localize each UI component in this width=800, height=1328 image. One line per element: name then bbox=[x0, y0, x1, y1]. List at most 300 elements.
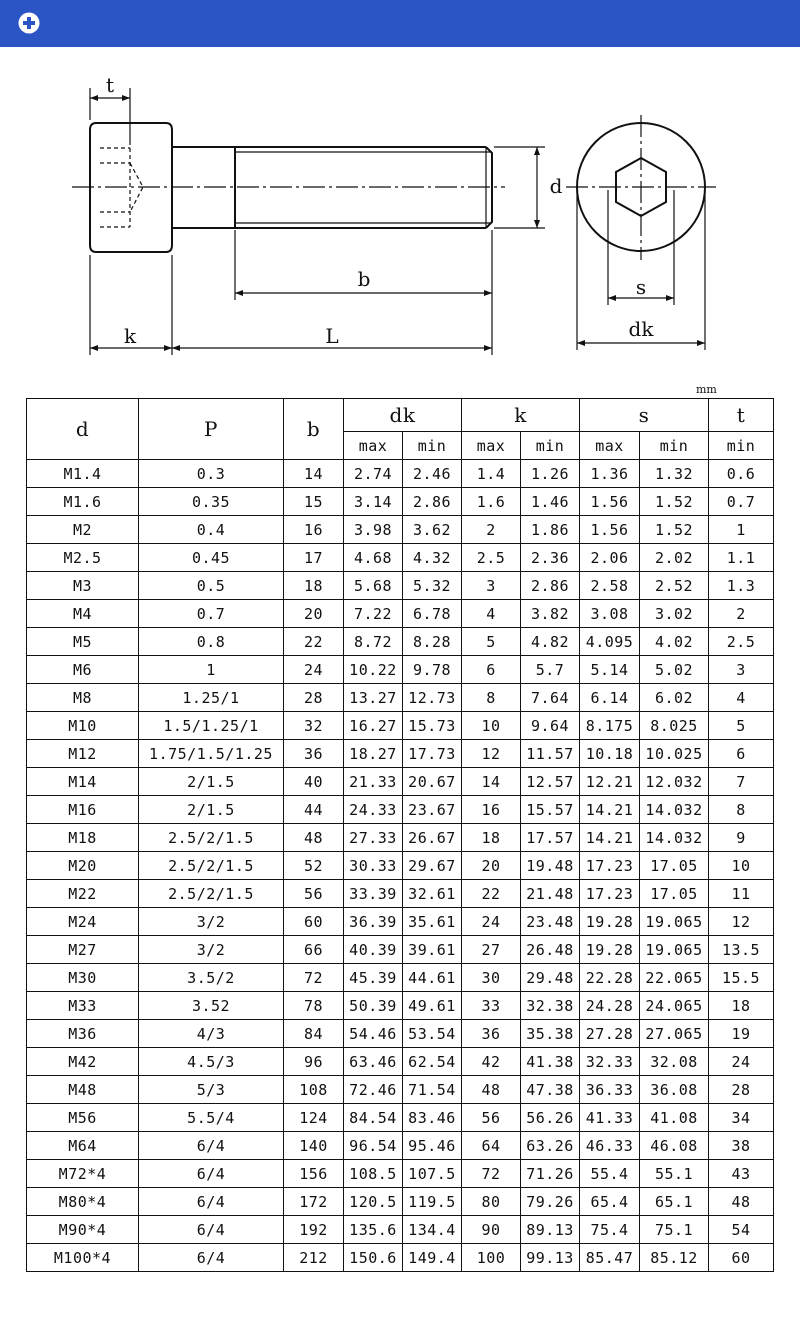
cell-dk-max: 45.39 bbox=[344, 964, 403, 992]
table-row bbox=[27, 796, 774, 824]
cell-k-max: 90 bbox=[462, 1216, 521, 1244]
plus-circle-icon[interactable] bbox=[18, 12, 40, 34]
cell-p: 6/4 bbox=[139, 1132, 284, 1160]
cell-k-min: 26.48 bbox=[521, 936, 580, 964]
label-dk: dk bbox=[628, 317, 654, 341]
label-k: k bbox=[123, 324, 137, 348]
cell-d: M18 bbox=[27, 824, 139, 852]
cell-d: M8 bbox=[27, 684, 139, 712]
cell-s-max: 5.14 bbox=[580, 656, 640, 684]
cell-b: 15 bbox=[284, 488, 344, 516]
cell-dk-max: 18.27 bbox=[344, 740, 403, 768]
table-row bbox=[27, 1076, 774, 1104]
header-k-max: max bbox=[462, 432, 521, 460]
header-dk-min: min bbox=[403, 432, 462, 460]
cell-s-max: 55.4 bbox=[580, 1160, 640, 1188]
cell-k-max: 1.4 bbox=[462, 460, 521, 488]
cell-d: M2 bbox=[27, 516, 139, 544]
cell-s-max: 75.4 bbox=[580, 1216, 640, 1244]
cell-t-min: 9 bbox=[709, 824, 774, 852]
header-dk-max: max bbox=[344, 432, 403, 460]
cell-d: M24 bbox=[27, 908, 139, 936]
cell-p: 2/1.5 bbox=[139, 796, 284, 824]
cell-p: 0.4 bbox=[139, 516, 284, 544]
cell-b: 84 bbox=[284, 1020, 344, 1048]
cell-k-min: 17.57 bbox=[521, 824, 580, 852]
cell-p: 6/4 bbox=[139, 1216, 284, 1244]
cell-b: 40 bbox=[284, 768, 344, 796]
cell-s-max: 32.33 bbox=[580, 1048, 640, 1076]
cell-k-max: 80 bbox=[462, 1188, 521, 1216]
cell-k-max: 16 bbox=[462, 796, 521, 824]
table-row bbox=[27, 1188, 774, 1216]
cell-d: M22 bbox=[27, 880, 139, 908]
cell-k-max: 1.6 bbox=[462, 488, 521, 516]
cell-s-max: 41.33 bbox=[580, 1104, 640, 1132]
cell-dk-min: 32.61 bbox=[403, 880, 462, 908]
cell-d: M56 bbox=[27, 1104, 139, 1132]
header-s: s bbox=[580, 399, 709, 432]
cell-d: M4 bbox=[27, 600, 139, 628]
cell-p: 3/2 bbox=[139, 936, 284, 964]
cell-p: 6/4 bbox=[139, 1160, 284, 1188]
cell-d: M16 bbox=[27, 796, 139, 824]
cell-p: 6/4 bbox=[139, 1244, 284, 1272]
cell-dk-max: 21.33 bbox=[344, 768, 403, 796]
label-t: t bbox=[105, 73, 115, 97]
header-k: k bbox=[462, 399, 580, 432]
cell-k-min: 89.13 bbox=[521, 1216, 580, 1244]
table-row bbox=[27, 600, 774, 628]
cell-dk-max: 10.22 bbox=[344, 656, 403, 684]
cell-dk-max: 13.27 bbox=[344, 684, 403, 712]
cell-s-max: 24.28 bbox=[580, 992, 640, 1020]
cell-d: M72*4 bbox=[27, 1160, 139, 1188]
cell-s-max: 46.33 bbox=[580, 1132, 640, 1160]
cell-t-min: 15.5 bbox=[709, 964, 774, 992]
cell-s-min: 1.52 bbox=[640, 516, 709, 544]
cell-s-min: 19.065 bbox=[640, 908, 709, 936]
cell-s-min: 32.08 bbox=[640, 1048, 709, 1076]
cell-t-min: 0.6 bbox=[709, 460, 774, 488]
cell-dk-min: 2.46 bbox=[403, 460, 462, 488]
table-row bbox=[27, 824, 774, 852]
cell-d: M42 bbox=[27, 1048, 139, 1076]
cell-d: M100*4 bbox=[27, 1244, 139, 1272]
cell-k-min: 21.48 bbox=[521, 880, 580, 908]
cell-t-min: 38 bbox=[709, 1132, 774, 1160]
cell-s-max: 65.4 bbox=[580, 1188, 640, 1216]
cell-p: 3.5/2 bbox=[139, 964, 284, 992]
cell-b: 156 bbox=[284, 1160, 344, 1188]
cell-dk-min: 134.4 bbox=[403, 1216, 462, 1244]
cell-t-min: 43 bbox=[709, 1160, 774, 1188]
cell-t-min: 12 bbox=[709, 908, 774, 936]
cell-dk-min: 12.73 bbox=[403, 684, 462, 712]
cell-d: M2.5 bbox=[27, 544, 139, 572]
cell-dk-max: 2.74 bbox=[344, 460, 403, 488]
cell-s-max: 19.28 bbox=[580, 936, 640, 964]
cell-d: M90*4 bbox=[27, 1216, 139, 1244]
cell-dk-min: 83.46 bbox=[403, 1104, 462, 1132]
unit-label: mm bbox=[696, 383, 717, 396]
cell-k-min: 5.7 bbox=[521, 656, 580, 684]
cell-s-max: 10.18 bbox=[580, 740, 640, 768]
cell-k-max: 100 bbox=[462, 1244, 521, 1272]
cell-dk-max: 3.14 bbox=[344, 488, 403, 516]
cell-s-max: 1.56 bbox=[580, 488, 640, 516]
cell-t-min: 28 bbox=[709, 1076, 774, 1104]
table-row bbox=[27, 460, 774, 488]
cell-t-min: 0.7 bbox=[709, 488, 774, 516]
cell-k-min: 3.82 bbox=[521, 600, 580, 628]
header-t: t bbox=[709, 399, 774, 432]
cell-dk-min: 39.61 bbox=[403, 936, 462, 964]
cell-s-min: 17.05 bbox=[640, 852, 709, 880]
cell-s-max: 2.58 bbox=[580, 572, 640, 600]
cell-k-min: 1.46 bbox=[521, 488, 580, 516]
cell-p: 0.3 bbox=[139, 460, 284, 488]
cell-s-max: 17.23 bbox=[580, 852, 640, 880]
cell-b: 16 bbox=[284, 516, 344, 544]
cell-k-max: 8 bbox=[462, 684, 521, 712]
cell-d: M30 bbox=[27, 964, 139, 992]
cell-dk-min: 9.78 bbox=[403, 656, 462, 684]
table-row bbox=[27, 1104, 774, 1132]
cell-b: 172 bbox=[284, 1188, 344, 1216]
cell-k-min: 56.26 bbox=[521, 1104, 580, 1132]
cell-p: 0.8 bbox=[139, 628, 284, 656]
table-row bbox=[27, 908, 774, 936]
table-row bbox=[27, 684, 774, 712]
table-row bbox=[27, 1132, 774, 1160]
cell-t-min: 11 bbox=[709, 880, 774, 908]
screw-spec-table bbox=[26, 398, 774, 1272]
table-row bbox=[27, 544, 774, 572]
cell-t-min: 1.1 bbox=[709, 544, 774, 572]
cell-p: 3.52 bbox=[139, 992, 284, 1020]
cell-dk-min: 5.32 bbox=[403, 572, 462, 600]
cell-b: 78 bbox=[284, 992, 344, 1020]
cell-dk-max: 36.39 bbox=[344, 908, 403, 936]
cell-dk-min: 95.46 bbox=[403, 1132, 462, 1160]
cell-t-min: 24 bbox=[709, 1048, 774, 1076]
cell-s-min: 46.08 bbox=[640, 1132, 709, 1160]
cell-k-min: 23.48 bbox=[521, 908, 580, 936]
cell-k-min: 2.36 bbox=[521, 544, 580, 572]
table-row bbox=[27, 852, 774, 880]
table-row bbox=[27, 768, 774, 796]
cell-s-min: 75.1 bbox=[640, 1216, 709, 1244]
cell-p: 2.5/2/1.5 bbox=[139, 852, 284, 880]
cell-k-max: 5 bbox=[462, 628, 521, 656]
cell-s-max: 2.06 bbox=[580, 544, 640, 572]
cell-t-min: 5 bbox=[709, 712, 774, 740]
cell-s-max: 19.28 bbox=[580, 908, 640, 936]
table-row bbox=[27, 1160, 774, 1188]
cell-d: M64 bbox=[27, 1132, 139, 1160]
cell-dk-max: 16.27 bbox=[344, 712, 403, 740]
cell-s-max: 14.21 bbox=[580, 824, 640, 852]
label-b: b bbox=[357, 267, 371, 291]
cell-b: 212 bbox=[284, 1244, 344, 1272]
cell-t-min: 6 bbox=[709, 740, 774, 768]
cell-t-min: 18 bbox=[709, 992, 774, 1020]
cell-b: 192 bbox=[284, 1216, 344, 1244]
cell-s-min: 65.1 bbox=[640, 1188, 709, 1216]
cell-k-min: 99.13 bbox=[521, 1244, 580, 1272]
cell-t-min: 60 bbox=[709, 1244, 774, 1272]
cell-b: 20 bbox=[284, 600, 344, 628]
cell-dk-min: 29.67 bbox=[403, 852, 462, 880]
cell-s-max: 85.47 bbox=[580, 1244, 640, 1272]
cell-s-min: 85.12 bbox=[640, 1244, 709, 1272]
cell-p: 5/3 bbox=[139, 1076, 284, 1104]
cell-dk-min: 53.54 bbox=[403, 1020, 462, 1048]
cell-dk-min: 20.67 bbox=[403, 768, 462, 796]
cell-b: 56 bbox=[284, 880, 344, 908]
cell-dk-min: 49.61 bbox=[403, 992, 462, 1020]
cell-d: M80*4 bbox=[27, 1188, 139, 1216]
table-row bbox=[27, 656, 774, 684]
table-row bbox=[27, 936, 774, 964]
cell-p: 0.45 bbox=[139, 544, 284, 572]
cell-b: 17 bbox=[284, 544, 344, 572]
cell-s-max: 36.33 bbox=[580, 1076, 640, 1104]
cell-k-max: 27 bbox=[462, 936, 521, 964]
table-row bbox=[27, 880, 774, 908]
table-row bbox=[27, 712, 774, 740]
cell-b: 14 bbox=[284, 460, 344, 488]
cell-k-min: 12.57 bbox=[521, 768, 580, 796]
cell-s-max: 22.28 bbox=[580, 964, 640, 992]
cell-p: 0.5 bbox=[139, 572, 284, 600]
cell-s-min: 14.032 bbox=[640, 824, 709, 852]
cell-p: 1.5/1.25/1 bbox=[139, 712, 284, 740]
cell-k-min: 35.38 bbox=[521, 1020, 580, 1048]
cell-k-min: 2.86 bbox=[521, 572, 580, 600]
cell-k-max: 2 bbox=[462, 516, 521, 544]
cell-d: M27 bbox=[27, 936, 139, 964]
cell-dk-max: 84.54 bbox=[344, 1104, 403, 1132]
cell-b: 96 bbox=[284, 1048, 344, 1076]
label-d: d bbox=[549, 174, 563, 198]
cell-t-min: 3 bbox=[709, 656, 774, 684]
cell-b: 32 bbox=[284, 712, 344, 740]
cell-s-min: 4.02 bbox=[640, 628, 709, 656]
cell-s-min: 22.065 bbox=[640, 964, 709, 992]
cell-k-max: 6 bbox=[462, 656, 521, 684]
cell-t-min: 2.5 bbox=[709, 628, 774, 656]
table-row bbox=[27, 1216, 774, 1244]
cell-k-max: 56 bbox=[462, 1104, 521, 1132]
cell-b: 18 bbox=[284, 572, 344, 600]
cell-dk-min: 149.4 bbox=[403, 1244, 462, 1272]
table-row bbox=[27, 516, 774, 544]
cell-t-min: 34 bbox=[709, 1104, 774, 1132]
cell-dk-min: 4.32 bbox=[403, 544, 462, 572]
cell-s-min: 2.02 bbox=[640, 544, 709, 572]
cell-s-max: 14.21 bbox=[580, 796, 640, 824]
header-dk: dk bbox=[344, 399, 462, 432]
cell-dk-max: 135.6 bbox=[344, 1216, 403, 1244]
cell-dk-max: 50.39 bbox=[344, 992, 403, 1020]
cell-dk-min: 71.54 bbox=[403, 1076, 462, 1104]
cell-s-max: 1.56 bbox=[580, 516, 640, 544]
cell-p: 1.25/1 bbox=[139, 684, 284, 712]
cell-s-min: 17.05 bbox=[640, 880, 709, 908]
cell-p: 1.75/1.5/1.25 bbox=[139, 740, 284, 768]
table-row bbox=[27, 740, 774, 768]
cell-p: 4/3 bbox=[139, 1020, 284, 1048]
cell-s-min: 24.065 bbox=[640, 992, 709, 1020]
cell-p: 4.5/3 bbox=[139, 1048, 284, 1076]
cell-s-min: 6.02 bbox=[640, 684, 709, 712]
cell-k-min: 63.26 bbox=[521, 1132, 580, 1160]
cell-s-min: 3.02 bbox=[640, 600, 709, 628]
cell-dk-max: 108.5 bbox=[344, 1160, 403, 1188]
cell-d: M14 bbox=[27, 768, 139, 796]
cell-k-max: 10 bbox=[462, 712, 521, 740]
cell-d: M36 bbox=[27, 1020, 139, 1048]
header-b: b bbox=[284, 399, 344, 460]
cell-d: M48 bbox=[27, 1076, 139, 1104]
cell-k-min: 41.38 bbox=[521, 1048, 580, 1076]
cell-dk-min: 23.67 bbox=[403, 796, 462, 824]
cell-t-min: 19 bbox=[709, 1020, 774, 1048]
cell-b: 48 bbox=[284, 824, 344, 852]
cell-k-min: 1.26 bbox=[521, 460, 580, 488]
cell-dk-min: 17.73 bbox=[403, 740, 462, 768]
cell-b: 124 bbox=[284, 1104, 344, 1132]
cell-dk-max: 72.46 bbox=[344, 1076, 403, 1104]
cell-k-max: 36 bbox=[462, 1020, 521, 1048]
cell-d: M3 bbox=[27, 572, 139, 600]
cell-k-min: 71.26 bbox=[521, 1160, 580, 1188]
cell-t-min: 4 bbox=[709, 684, 774, 712]
label-L: L bbox=[325, 324, 339, 348]
cell-p: 2.5/2/1.5 bbox=[139, 880, 284, 908]
cell-k-max: 20 bbox=[462, 852, 521, 880]
cell-s-min: 41.08 bbox=[640, 1104, 709, 1132]
cell-dk-min: 119.5 bbox=[403, 1188, 462, 1216]
cell-k-max: 72 bbox=[462, 1160, 521, 1188]
cell-s-min: 55.1 bbox=[640, 1160, 709, 1188]
table-row bbox=[27, 572, 774, 600]
cell-dk-min: 3.62 bbox=[403, 516, 462, 544]
cell-d: M10 bbox=[27, 712, 139, 740]
cell-k-min: 19.48 bbox=[521, 852, 580, 880]
cell-d: M1.6 bbox=[27, 488, 139, 516]
cell-t-min: 1.3 bbox=[709, 572, 774, 600]
screw-dimension-drawing bbox=[0, 60, 800, 380]
cell-dk-min: 62.54 bbox=[403, 1048, 462, 1076]
cell-dk-max: 54.46 bbox=[344, 1020, 403, 1048]
cell-dk-max: 8.72 bbox=[344, 628, 403, 656]
cell-dk-min: 44.61 bbox=[403, 964, 462, 992]
cell-s-max: 1.36 bbox=[580, 460, 640, 488]
cell-t-min: 8 bbox=[709, 796, 774, 824]
cell-k-max: 42 bbox=[462, 1048, 521, 1076]
cell-d: M20 bbox=[27, 852, 139, 880]
cell-k-max: 3 bbox=[462, 572, 521, 600]
table-row bbox=[27, 1048, 774, 1076]
cell-s-max: 8.175 bbox=[580, 712, 640, 740]
cell-p: 6/4 bbox=[139, 1188, 284, 1216]
cell-dk-max: 24.33 bbox=[344, 796, 403, 824]
table-row bbox=[27, 1244, 774, 1272]
table-row bbox=[27, 488, 774, 516]
cell-p: 1 bbox=[139, 656, 284, 684]
cell-k-max: 2.5 bbox=[462, 544, 521, 572]
cell-p: 2/1.5 bbox=[139, 768, 284, 796]
cell-b: 52 bbox=[284, 852, 344, 880]
cell-s-min: 27.065 bbox=[640, 1020, 709, 1048]
cell-dk-max: 5.68 bbox=[344, 572, 403, 600]
cell-dk-min: 26.67 bbox=[403, 824, 462, 852]
cell-b: 66 bbox=[284, 936, 344, 964]
cell-s-min: 12.032 bbox=[640, 768, 709, 796]
cell-s-min: 2.52 bbox=[640, 572, 709, 600]
header-s-min: min bbox=[640, 432, 709, 460]
cell-k-min: 1.86 bbox=[521, 516, 580, 544]
cell-t-min: 48 bbox=[709, 1188, 774, 1216]
cell-p: 2.5/2/1.5 bbox=[139, 824, 284, 852]
cell-dk-max: 30.33 bbox=[344, 852, 403, 880]
cell-k-max: 14 bbox=[462, 768, 521, 796]
cell-s-max: 4.095 bbox=[580, 628, 640, 656]
cell-k-max: 4 bbox=[462, 600, 521, 628]
cell-s-max: 6.14 bbox=[580, 684, 640, 712]
cell-b: 140 bbox=[284, 1132, 344, 1160]
cell-s-max: 12.21 bbox=[580, 768, 640, 796]
cell-p: 3/2 bbox=[139, 908, 284, 936]
header-p: P bbox=[139, 399, 284, 460]
cell-k-min: 32.38 bbox=[521, 992, 580, 1020]
cell-k-max: 48 bbox=[462, 1076, 521, 1104]
cell-b: 72 bbox=[284, 964, 344, 992]
cell-k-max: 33 bbox=[462, 992, 521, 1020]
cell-b: 108 bbox=[284, 1076, 344, 1104]
cell-k-min: 9.64 bbox=[521, 712, 580, 740]
cell-dk-max: 27.33 bbox=[344, 824, 403, 852]
cell-d: M33 bbox=[27, 992, 139, 1020]
cell-p: 5.5/4 bbox=[139, 1104, 284, 1132]
cell-dk-min: 8.28 bbox=[403, 628, 462, 656]
header-t-min: min bbox=[709, 432, 774, 460]
cell-t-min: 54 bbox=[709, 1216, 774, 1244]
cell-d: M5 bbox=[27, 628, 139, 656]
cell-k-min: 4.82 bbox=[521, 628, 580, 656]
cell-s-min: 14.032 bbox=[640, 796, 709, 824]
cell-s-max: 17.23 bbox=[580, 880, 640, 908]
cell-s-min: 19.065 bbox=[640, 936, 709, 964]
cell-k-min: 29.48 bbox=[521, 964, 580, 992]
label-s: s bbox=[635, 275, 647, 299]
cell-b: 36 bbox=[284, 740, 344, 768]
cell-t-min: 1 bbox=[709, 516, 774, 544]
cell-k-max: 12 bbox=[462, 740, 521, 768]
cell-d: M6 bbox=[27, 656, 139, 684]
cell-b: 24 bbox=[284, 656, 344, 684]
cell-s-max: 3.08 bbox=[580, 600, 640, 628]
cell-t-min: 13.5 bbox=[709, 936, 774, 964]
cell-dk-min: 107.5 bbox=[403, 1160, 462, 1188]
cell-dk-max: 120.5 bbox=[344, 1188, 403, 1216]
cell-b: 22 bbox=[284, 628, 344, 656]
cell-b: 60 bbox=[284, 908, 344, 936]
cell-b: 44 bbox=[284, 796, 344, 824]
